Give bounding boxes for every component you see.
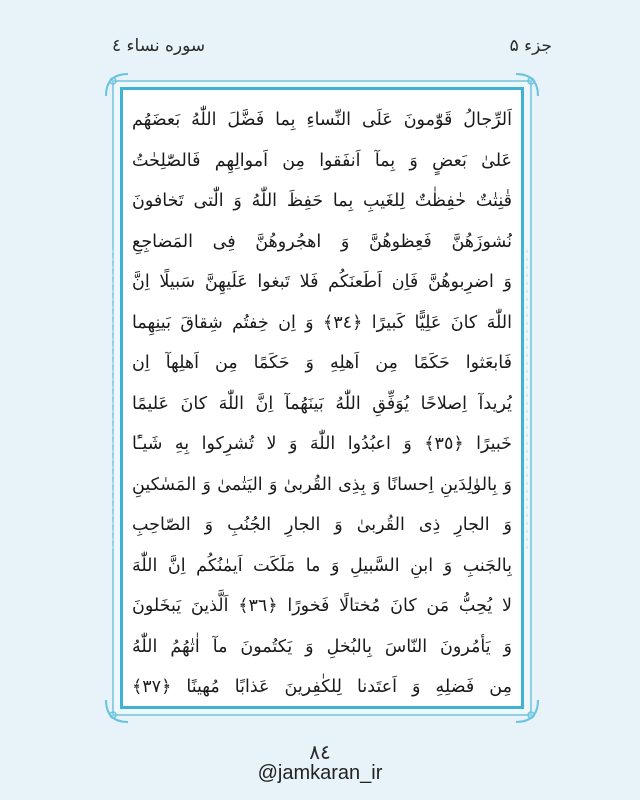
verse-line: لا يُحِبُّ مَن كانَ مُختالًا فَخورًا ﴿٣٦﴾ اَلَّذينَ يَبخَلونَ	[132, 596, 512, 616]
page-number: ٨٤	[309, 740, 331, 764]
surah-label: سوره نساء ٤	[112, 36, 206, 56]
verse-line: وَ يَأمُرونَ النّاسَ بِالبُخلِ وَ يَكتُمونَ مآ اٰتٰهُمُ اللّٰهُ	[132, 636, 512, 657]
verse-line: نُشوزَهُنَّ فَعِظوهُنَّ وَ اهجُروهُنَّ فِى المَضاجِعِ	[132, 231, 512, 252]
corner-ornament-icon	[104, 72, 130, 98]
page-header	[0, 36, 640, 66]
verse-line: قٰنِتٰتٌ حٰفِظٰتٌ لِلغَيبِ بِما حَفِظَ اللّٰهُ وَ الّٰتى تَخافونَ	[132, 191, 512, 211]
verse-line: اَلرِّجالُ قَوّٰمونَ عَلَى النِّساءِ بِما فَضَّلَ اللّٰهُ بَعضَهُم	[132, 110, 512, 130]
quran-text	[132, 100, 512, 700]
verse-line: فَابعَثوا حَكَمًا مِن اَهلِهِ وَ حَكَمًا مِن اَهلِهآ اِن	[132, 353, 512, 373]
side-ornament-icon	[522, 250, 532, 550]
verse-line: مِن فَضلِهِ وَ اَعتَدنا لِلكٰفِرينَ عَذابًا مُهينًا ﴿٣٧﴾	[132, 677, 512, 697]
corner-ornament-icon	[514, 698, 540, 724]
corner-ornament-icon	[514, 72, 540, 98]
channel-handle: @jamkaran_ir	[257, 762, 383, 784]
verse-line: خَبيرًا ﴿٣٥﴾ وَ اعبُدُوا اللّٰهَ وَ لا تُشرِكوا بِهِ شَيـًٔا	[132, 434, 512, 454]
juz-label: جزء ۵	[509, 36, 552, 56]
side-ornament-icon	[108, 250, 118, 550]
verse-line: اللّٰهَ كانَ عَلِيًّا كَبيرًا ﴿٣٤﴾ وَ اِن خِفتُم شِقاقَ بَينِهِما	[132, 312, 512, 333]
verse-line: وَ اضرِبوهُنَّ فَاِن اَطَعنَكُم فَلا تَبغوا عَلَيهِنَّ سَبيلًا اِنَّ	[132, 272, 512, 292]
verse-line: عَلىٰ بَعضٍ وَ بِمآ اَنفَقوا مِن اَموالِهِم فَالصّٰلِحٰتُ	[132, 150, 512, 171]
verse-line: وَ بِالوٰلِدَينِ اِحسانًا وَ بِذِى القُربىٰ وَ اليَتٰمىٰ وَ المَسٰكينِ	[132, 474, 512, 495]
verse-line: يُريدآ اِصلاحًا يُوَفِّقِ اللّٰهُ بَينَهُمآ اِنَّ اللّٰهَ كانَ عَليمًا	[132, 393, 512, 414]
verse-line: وَ الجارِ ذِى القُربىٰ وَ الجارِ الجُنُبِ وَ الصّاحِبِ	[132, 515, 512, 535]
verse-line: بِالجَنبِ وَ ابنِ السَّبيلِ وَ ما مَلَكَت اَيمٰنُكُم اِنَّ اللّٰهَ	[132, 555, 512, 576]
corner-ornament-icon	[104, 698, 130, 724]
